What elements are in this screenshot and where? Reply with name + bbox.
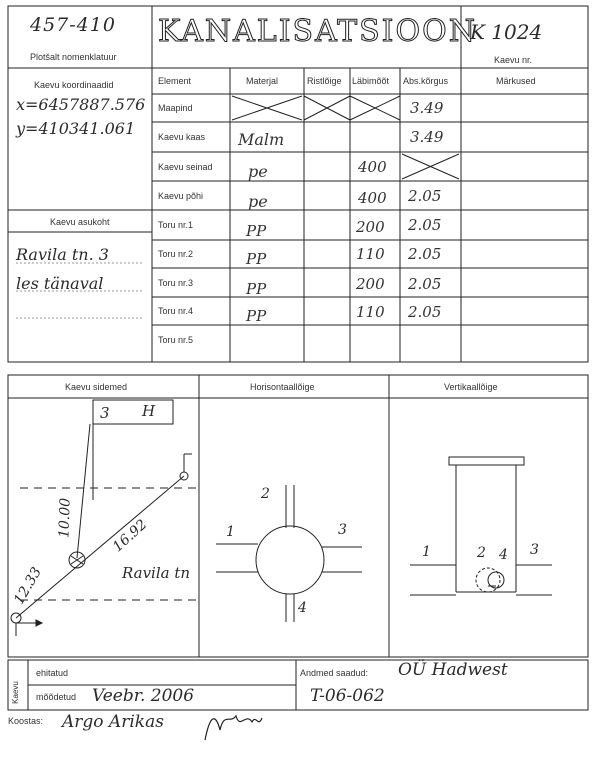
hsec-pipe-3: 3 [338,522,347,538]
row-material: PP [246,307,267,325]
header-material: Materjal [246,76,279,86]
connections-label: Kaevu sidemed [65,382,128,392]
row-height: 2.05 [408,303,442,321]
distance-a: 10.00 [56,497,74,539]
nomenclature-value: 457-410 [30,14,116,36]
row-material: Malm [238,129,285,149]
row-element: Kaevu seinad [158,162,213,172]
well-number-value: K 1024 [470,20,543,44]
horizontal-section-label: Horisontaallõige [250,382,315,392]
corrected-label: ehitatud [36,668,69,678]
row-element: Toru nr.3 [158,277,194,288]
measured-value: Veebr. 2006 [92,686,195,706]
nomenclature-label: Plotšalt nomenklatuur [30,52,117,62]
vertical-section-label: Vertikaallõige [444,382,498,392]
vsec-pipe-1: 1 [422,544,431,560]
header-notes: Märkused [496,76,536,86]
vsec-pipe-3: 3 [530,542,539,558]
street-label: Ravila tn [122,564,191,582]
location-line2: les tänaval [16,274,104,293]
location-line1: Ravila tn. 3 [16,245,109,264]
data-source-value: OÜ Hadwest [398,660,508,680]
measured-label: mõõdetud [36,692,77,702]
data-source-code: T-06-062 [310,686,385,706]
location-label: Kaevu asukoht [50,217,110,227]
signature-scribble [205,716,262,740]
house-letter: H [142,402,156,420]
row-element: Toru nr.1 [158,220,194,230]
row-height: 2.05 [408,274,442,293]
connections-sketch [11,400,196,636]
row-material: PP [246,250,267,268]
vertical-section-sketch [410,457,552,595]
hsec-pipe-2: 2 [261,486,270,502]
row-height: 3.49 [410,128,444,146]
row-height: 3.49 [410,99,444,117]
page-title: KANALISATSIOON [158,14,477,49]
row-material: pe [248,191,268,211]
row-diameter: 400 [358,158,387,176]
house-number: 3 [100,404,110,422]
row-diameter: 200 [356,274,385,293]
row-material: PP [246,279,267,298]
row-diameter: 110 [356,303,385,321]
distance-c: 12.33 [11,564,45,608]
row-element: Maapind [158,103,193,113]
compiler-value: Argo Arikas [62,712,164,732]
coordinate-y: y=410341.061 [16,119,136,138]
row-diameter: 200 [356,218,385,236]
compiler-label: Koostas: [8,716,44,726]
vsec-pipe-2: 2 [477,545,486,561]
coordinates-label: Kaevu koordinaadid [34,80,114,90]
well-number-label: Kaevu nr. [494,55,533,65]
distance-b: 16.92 [109,516,151,556]
row-height: 2.05 [408,245,442,263]
header-section: Ristlõige [307,76,342,86]
footer-side-label: Kaevu [10,681,20,704]
row-element: Toru nr.5 [158,335,194,345]
data-source-label: Andmed saadud: [300,668,369,678]
header-diameter: Läbimõõt [352,76,390,86]
row-material: PP [246,222,267,240]
hsec-pipe-4: 4 [298,600,307,616]
horizontal-section-sketch [216,485,362,622]
row-height: 2.05 [408,187,442,205]
header-element: Element [158,76,192,86]
row-element: Kaevu kaas [158,132,206,142]
row-element: Toru nr.4 [158,306,194,316]
row-height: 2.05 [408,216,442,234]
row-diameter: 400 [358,189,387,207]
vsec-pipe-4: 4 [499,547,508,563]
row-material: pe [248,161,268,181]
header-height: Abs.kõrgus [403,76,449,86]
hsec-pipe-1: 1 [226,524,235,540]
coordinate-x: x=6457887.576 [16,95,146,114]
row-diameter: 110 [356,245,385,263]
row-element: Toru nr.2 [158,249,194,259]
row-element: Kaevu põhi [158,191,204,201]
